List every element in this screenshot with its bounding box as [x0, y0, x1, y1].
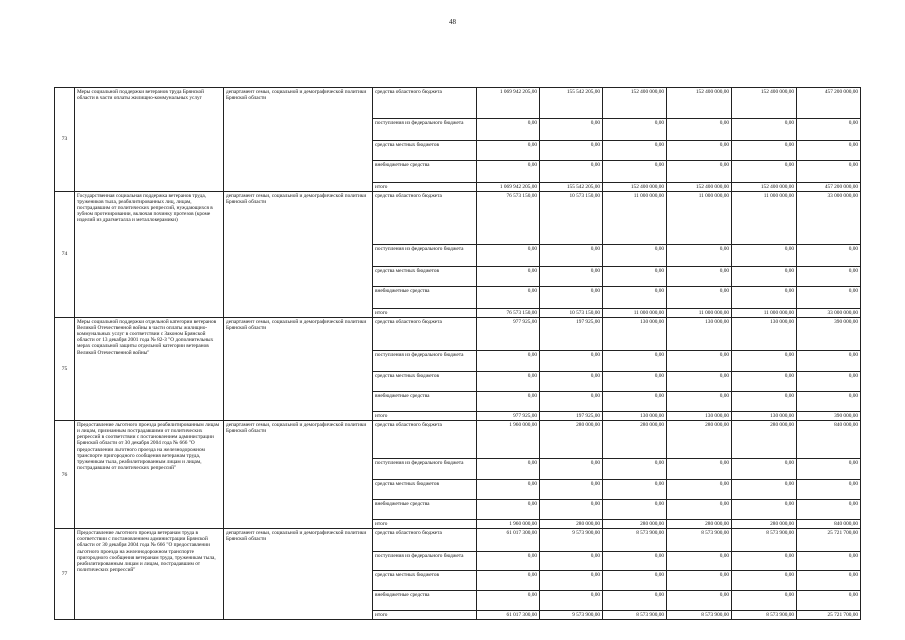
amount-cell: 8 573 900,00: [732, 611, 797, 620]
funding-source-label: поступления из федерального бюджета: [373, 119, 477, 141]
amount-cell: 152 400 000,00: [603, 183, 667, 192]
amount-cell: 0,00: [667, 141, 732, 161]
amount-cell: 61 017 300,00: [477, 529, 540, 552]
amount-cell: 0,00: [540, 141, 603, 161]
amount-cell: 0,00: [603, 459, 667, 480]
amount-cell: 0,00: [667, 392, 732, 412]
amount-cell: 152 400 000,00: [732, 183, 797, 192]
funding-source-label: итого: [373, 520, 477, 529]
amount-cell: 0,00: [732, 351, 797, 372]
amount-cell: 11 000 000,00: [732, 192, 797, 245]
row-number: 76: [55, 421, 75, 529]
amount-cell: 390 000,00: [797, 318, 861, 351]
amount-cell: 130 000,00: [667, 412, 732, 421]
amount-cell: 9 573 900,00: [540, 529, 603, 552]
amount-cell: 0,00: [603, 591, 667, 611]
amount-cell: 0,00: [540, 119, 603, 141]
amount-cell: 1 069 942 205,00: [477, 88, 540, 119]
amount-cell: 0,00: [797, 372, 861, 392]
amount-cell: 0,00: [667, 480, 732, 500]
funding-source-label: внебюджетные средства: [373, 287, 477, 309]
funding-source-label: итого: [373, 412, 477, 421]
amount-cell: 0,00: [667, 119, 732, 141]
amount-cell: 0,00: [540, 351, 603, 372]
table-row: [55, 192, 861, 245]
amount-cell: 8 573 900,00: [732, 529, 797, 552]
amount-cell: 155 542 205,00: [540, 88, 603, 119]
amount-cell: 0,00: [732, 141, 797, 161]
amount-cell: 0,00: [603, 500, 667, 520]
amount-cell: 0,00: [477, 500, 540, 520]
amount-cell: 280 000,00: [667, 520, 732, 529]
amount-cell: 0,00: [540, 392, 603, 412]
amount-cell: 197 925,00: [540, 318, 603, 351]
executor-name: департамент семьи, социальной и демографической политики Брянской области: [224, 421, 373, 529]
funding-source-label: поступления из федерального бюджета: [373, 552, 477, 571]
amount-cell: 280 000,00: [540, 421, 603, 459]
amount-cell: 0,00: [540, 552, 603, 571]
executor-name: департамент семьи, социальной и демографической политики Брянской области: [224, 88, 373, 192]
amount-cell: 280 000,00: [603, 421, 667, 459]
funding-source-label: средства областного бюджета: [373, 88, 477, 119]
amount-cell: 0,00: [477, 552, 540, 571]
funding-source-label: средства местных бюджетов: [373, 372, 477, 392]
amount-cell: 130 000,00: [732, 412, 797, 421]
measure-name: Государственная социальная поддержка ветеранов труда, тружеников тыла, реабилитированных лиц, лицам, пострадавшим от политических репрессий, нуждающихся в зубном протезировании, включая починку протезов (кроме изделий из драгметалла и металлокерамики): [75, 192, 224, 318]
amount-cell: 0,00: [603, 392, 667, 412]
amount-cell: 152 400 000,00: [732, 88, 797, 119]
amount-cell: 0,00: [477, 372, 540, 392]
amount-cell: 0,00: [477, 161, 540, 183]
amount-cell: 0,00: [477, 141, 540, 161]
amount-cell: 0,00: [603, 161, 667, 183]
amount-cell: 840 000,00: [797, 421, 861, 459]
amount-cell: 33 000 000,00: [797, 192, 861, 245]
amount-cell: 8 573 900,00: [667, 611, 732, 620]
amount-cell: 0,00: [732, 245, 797, 267]
funding-source-label: внебюджетные средства: [373, 500, 477, 520]
amount-cell: 0,00: [667, 552, 732, 571]
amount-cell: 0,00: [540, 372, 603, 392]
amount-cell: 11 000 000,00: [667, 309, 732, 318]
amount-cell: 0,00: [603, 267, 667, 287]
amount-cell: 0,00: [732, 287, 797, 309]
row-number: 75: [55, 318, 75, 421]
amount-cell: 0,00: [797, 459, 861, 480]
amount-cell: 0,00: [603, 552, 667, 571]
amount-cell: 0,00: [477, 287, 540, 309]
amount-cell: 0,00: [667, 459, 732, 480]
amount-cell: 130 000,00: [667, 318, 732, 351]
amount-cell: 0,00: [797, 287, 861, 309]
amount-cell: 0,00: [603, 141, 667, 161]
amount-cell: 33 000 000,00: [797, 309, 861, 318]
amount-cell: 0,00: [732, 552, 797, 571]
amount-cell: 11 000 000,00: [732, 309, 797, 318]
page-number: 48: [449, 18, 456, 26]
row-number: 73: [55, 88, 75, 192]
amount-cell: 0,00: [797, 245, 861, 267]
amount-cell: 197 925,00: [540, 412, 603, 421]
amount-cell: 8 573 900,00: [603, 611, 667, 620]
amount-cell: 0,00: [603, 571, 667, 591]
row-number: 74: [55, 192, 75, 318]
amount-cell: 0,00: [732, 571, 797, 591]
amount-cell: 0,00: [540, 161, 603, 183]
amount-cell: 0,00: [667, 287, 732, 309]
amount-cell: 977 925,00: [477, 318, 540, 351]
amount-cell: 0,00: [797, 480, 861, 500]
amount-cell: 457 200 000,00: [797, 88, 861, 119]
amount-cell: 457 200 000,00: [797, 183, 861, 192]
amount-cell: 280 000,00: [603, 520, 667, 529]
amount-cell: 0,00: [603, 245, 667, 267]
amount-cell: 25 721 700,00: [797, 529, 861, 552]
row-number: 77: [55, 529, 75, 620]
amount-cell: 0,00: [732, 119, 797, 141]
amount-cell: 0,00: [797, 351, 861, 372]
funding-source-label: средства местных бюджетов: [373, 571, 477, 591]
amount-cell: 11 000 000,00: [667, 192, 732, 245]
amount-cell: 0,00: [540, 480, 603, 500]
amount-cell: 130 000,00: [603, 318, 667, 351]
amount-cell: 0,00: [667, 267, 732, 287]
amount-cell: 0,00: [667, 351, 732, 372]
budget-table: [54, 87, 861, 620]
amount-cell: 130 000,00: [603, 412, 667, 421]
amount-cell: 0,00: [477, 119, 540, 141]
amount-cell: 8 573 900,00: [667, 529, 732, 552]
amount-cell: 0,00: [603, 119, 667, 141]
amount-cell: 0,00: [477, 459, 540, 480]
funding-source-label: поступления из федерального бюджета: [373, 351, 477, 372]
amount-cell: 0,00: [477, 351, 540, 372]
amount-cell: 0,00: [477, 591, 540, 611]
table-row: [55, 88, 861, 119]
amount-cell: 130 000,00: [732, 318, 797, 351]
table-row: [55, 529, 861, 552]
funding-source-label: средства местных бюджетов: [373, 141, 477, 161]
amount-cell: 0,00: [797, 591, 861, 611]
amount-cell: 0,00: [797, 571, 861, 591]
amount-cell: 0,00: [732, 372, 797, 392]
amount-cell: 152 400 000,00: [603, 88, 667, 119]
amount-cell: 977 925,00: [477, 412, 540, 421]
amount-cell: 0,00: [540, 591, 603, 611]
funding-source-label: итого: [373, 309, 477, 318]
amount-cell: 0,00: [797, 119, 861, 141]
funding-source-label: средства местных бюджетов: [373, 480, 477, 500]
amount-cell: 0,00: [477, 245, 540, 267]
amount-cell: 8 573 900,00: [603, 529, 667, 552]
amount-cell: 0,00: [667, 591, 732, 611]
amount-cell: 152 400 000,00: [667, 88, 732, 119]
amount-cell: 0,00: [732, 480, 797, 500]
funding-source-label: итого: [373, 611, 477, 620]
amount-cell: 11 000 000,00: [603, 192, 667, 245]
amount-cell: 9 573 900,00: [540, 611, 603, 620]
amount-cell: 0,00: [732, 500, 797, 520]
amount-cell: 0,00: [667, 500, 732, 520]
funding-source-label: средства областного бюджета: [373, 529, 477, 552]
amount-cell: 280 000,00: [667, 421, 732, 459]
executor-name: департамент семьи, социальной и демографической политики Брянской области: [224, 529, 373, 620]
amount-cell: 0,00: [603, 287, 667, 309]
measure-name: Меры социальной поддержки ветеранов труда Брянской области в части оплаты жилищно-коммунальных услуг: [75, 88, 224, 192]
amount-cell: 0,00: [603, 351, 667, 372]
amount-cell: 0,00: [477, 392, 540, 412]
amount-cell: 1 960 000,00: [477, 520, 540, 529]
amount-cell: 280 000,00: [732, 421, 797, 459]
amount-cell: 0,00: [540, 500, 603, 520]
executor-name: департамент семьи, социальной и демографической политики Брянской области: [224, 318, 373, 421]
amount-cell: 0,00: [477, 480, 540, 500]
amount-cell: 0,00: [477, 267, 540, 287]
executor-name: департамент семьи, социальной и демографической политики Брянской области: [224, 192, 373, 318]
amount-cell: 0,00: [797, 500, 861, 520]
amount-cell: 0,00: [667, 372, 732, 392]
amount-cell: 0,00: [540, 459, 603, 480]
funding-source-label: средства областного бюджета: [373, 318, 477, 351]
measure-name: Предоставление льготного проезда реабилитированным лицам и лицам, признанным пострадавшими от политических репрессий в соответствии с постановлением администрации Брянской области от 30 декабря 2004 года № 666 "О предоставлении льготного проезда на железнодорожном транспорте пригородного сообщения ветеранам труда, труженикам тыла, реабилитированным лицам и лицам, пострадавшим от политических репрессий": [75, 421, 224, 529]
amount-cell: 0,00: [540, 267, 603, 287]
amount-cell: 76 573 150,00: [477, 192, 540, 245]
funding-source-label: поступления из федерального бюджета: [373, 459, 477, 480]
amount-cell: 0,00: [732, 459, 797, 480]
amount-cell: 0,00: [732, 392, 797, 412]
amount-cell: 0,00: [540, 571, 603, 591]
amount-cell: 280 000,00: [540, 520, 603, 529]
funding-source-label: поступления из федерального бюджета: [373, 245, 477, 267]
amount-cell: 0,00: [797, 552, 861, 571]
amount-cell: 390 000,00: [797, 412, 861, 421]
amount-cell: 0,00: [797, 267, 861, 287]
amount-cell: 0,00: [477, 571, 540, 591]
amount-cell: 280 000,00: [732, 520, 797, 529]
amount-cell: 0,00: [797, 392, 861, 412]
funding-source-label: средства областного бюджета: [373, 192, 477, 245]
amount-cell: 76 573 150,00: [477, 309, 540, 318]
amount-cell: 10 573 150,00: [540, 192, 603, 245]
amount-cell: 155 542 205,00: [540, 183, 603, 192]
amount-cell: 0,00: [797, 161, 861, 183]
amount-cell: 0,00: [603, 372, 667, 392]
amount-cell: 61 017 300,00: [477, 611, 540, 620]
amount-cell: 0,00: [540, 245, 603, 267]
funding-source-label: внебюджетные средства: [373, 392, 477, 412]
funding-source-label: итого: [373, 183, 477, 192]
amount-cell: 0,00: [603, 480, 667, 500]
funding-source-label: внебюджетные средства: [373, 161, 477, 183]
amount-cell: 0,00: [667, 161, 732, 183]
amount-cell: 0,00: [797, 141, 861, 161]
amount-cell: 0,00: [667, 571, 732, 591]
funding-source-label: средства местных бюджетов: [373, 267, 477, 287]
table-row: [55, 421, 861, 459]
funding-source-label: средства областного бюджета: [373, 421, 477, 459]
amount-cell: 1 069 942 205,00: [477, 183, 540, 192]
amount-cell: 840 000,00: [797, 520, 861, 529]
amount-cell: 152 400 000,00: [667, 183, 732, 192]
amount-cell: 0,00: [667, 245, 732, 267]
table-row: [55, 318, 861, 351]
amount-cell: 1 960 000,00: [477, 421, 540, 459]
measure-name: Предоставление льготного проезда ветеранам труда в соответствии с постановлением администрации Брянской области от 30 декабря 2004 года № 666 "О предоставлении льготного проезда на железнодорожном транспорте пригородного сообщения ветеранам труда, труженикам тыла, реабилитированным лицам и лицам, пострадавшим от политических репрессий": [75, 529, 224, 620]
measure-name: Меры социальной поддержки отдельной категории ветеранов Великой Отечественной войны в части оплаты жилищно-коммунальных услуг в соответствии с Законом Брянской области от 13 декабря 2001 года № 82-З "О дополнительных мерах социальной защиты отдельной категории ветеранов Великой Отечественной войны": [75, 318, 224, 421]
amount-cell: 11 000 000,00: [603, 309, 667, 318]
amount-cell: 0,00: [540, 287, 603, 309]
funding-source-label: внебюджетные средства: [373, 591, 477, 611]
amount-cell: 0,00: [732, 267, 797, 287]
amount-cell: 25 721 700,00: [797, 611, 861, 620]
amount-cell: 0,00: [732, 161, 797, 183]
amount-cell: 0,00: [732, 591, 797, 611]
amount-cell: 10 573 150,00: [540, 309, 603, 318]
